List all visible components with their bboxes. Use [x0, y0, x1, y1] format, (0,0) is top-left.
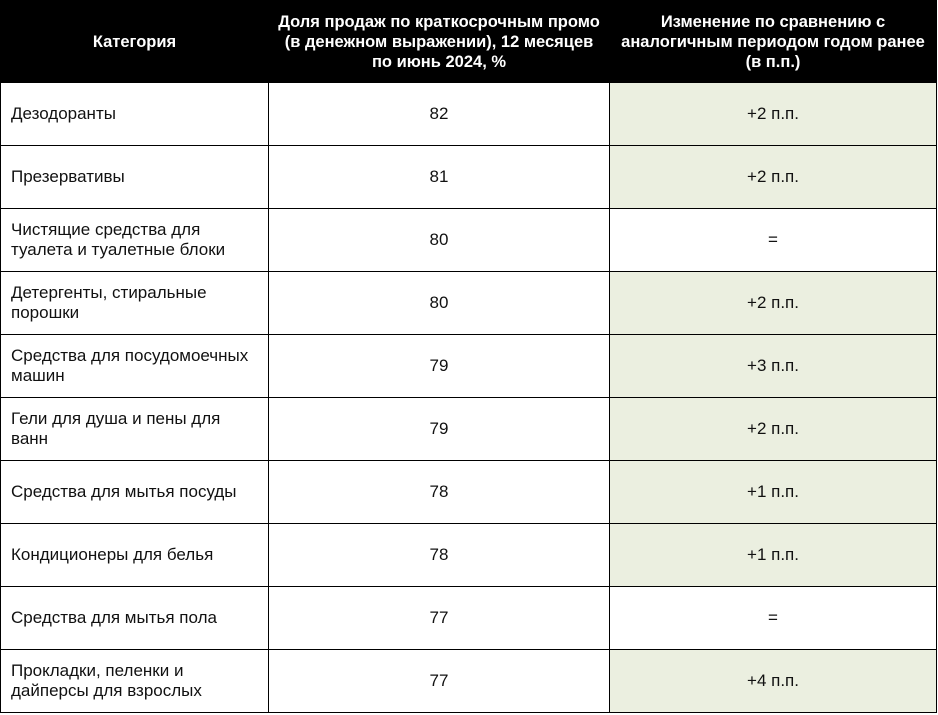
change-cell: +4 п.п. [610, 650, 937, 713]
change-cell: +2 п.п. [610, 272, 937, 335]
table-row [1, 146, 937, 209]
table-row [1, 398, 937, 461]
share-cell: 78 [269, 524, 610, 587]
category-cell: Прокладки, пеленки и дайперсы для взрослых [1, 650, 269, 713]
share-cell: 80 [269, 209, 610, 272]
share-cell: 79 [269, 398, 610, 461]
change-cell: +1 п.п. [610, 461, 937, 524]
header-promo-share: Доля продаж по краткосрочным промо (в денежном выражении), 12 месяцев по июнь 2024, % [269, 1, 610, 83]
share-cell: 79 [269, 335, 610, 398]
category-cell: Средства для мытья пола [1, 587, 269, 650]
change-cell: +1 п.п. [610, 524, 937, 587]
table-row [1, 83, 937, 146]
category-cell: Средства для посудомоечных машин [1, 335, 269, 398]
change-cell: +2 п.п. [610, 398, 937, 461]
category-cell: Дезодоранты [1, 83, 269, 146]
change-cell: +3 п.п. [610, 335, 937, 398]
table-row [1, 587, 937, 650]
category-cell: Гели для душа и пены для ванн [1, 398, 269, 461]
category-cell: Кондиционеры для белья [1, 524, 269, 587]
change-cell: +2 п.п. [610, 83, 937, 146]
change-cell: = [610, 587, 937, 650]
share-cell: 78 [269, 461, 610, 524]
table-row [1, 650, 937, 713]
category-cell: Презервативы [1, 146, 269, 209]
share-cell: 81 [269, 146, 610, 209]
table-row [1, 335, 937, 398]
share-cell: 82 [269, 83, 610, 146]
category-cell: Средства для мытья посуды [1, 461, 269, 524]
share-cell: 80 [269, 272, 610, 335]
change-cell: +2 п.п. [610, 146, 937, 209]
change-cell: = [610, 209, 937, 272]
share-cell: 77 [269, 650, 610, 713]
share-cell: 77 [269, 587, 610, 650]
category-cell: Детергенты, стиральные порошки [1, 272, 269, 335]
table-row [1, 524, 937, 587]
table-row [1, 272, 937, 335]
table-row [1, 209, 937, 272]
header-row [1, 1, 937, 83]
table-row [1, 461, 937, 524]
header-category: Категория [1, 1, 269, 83]
category-cell: Чистящие средства для туалета и туалетные блоки [1, 209, 269, 272]
header-yoy-change: Изменение по сравнению с аналогичным периодом годом ранее (в п.п.) [610, 1, 937, 83]
